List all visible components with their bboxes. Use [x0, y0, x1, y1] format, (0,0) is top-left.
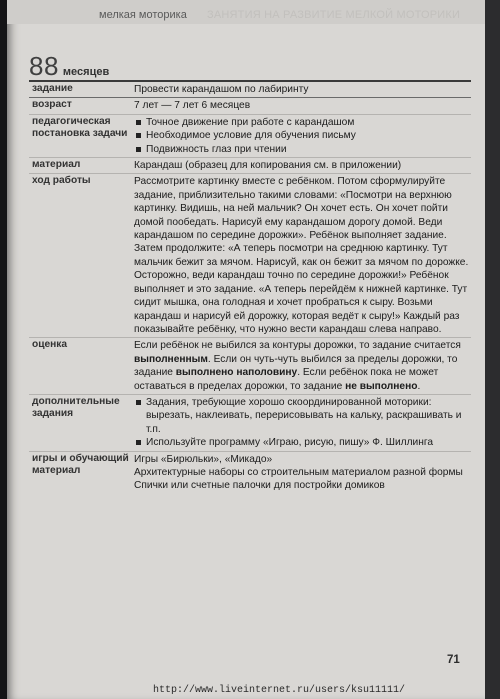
watermark-url: http://www.liveinternet.ru/users/ksu11111/	[153, 685, 406, 696]
row-value	[134, 115, 471, 157]
rating-bold: выполненным	[134, 353, 208, 365]
rating-text: .	[417, 380, 421, 392]
section-title: мелкая моторика	[99, 9, 187, 21]
row-label: возраст	[32, 99, 72, 111]
list-item: Подвижность глаз при чтении	[134, 143, 471, 156]
row-label: оценка	[32, 339, 68, 351]
list-item: Спички или счетные палочки для постройки домиков	[134, 480, 385, 492]
row-value	[134, 452, 471, 494]
list-item: Точное движение при работе с карандашом	[134, 116, 471, 129]
row-label: педагогическая постановка задачи	[32, 115, 128, 140]
row-age	[29, 98, 471, 114]
list-item: Архитектурные наборы со строительным материалом разной формы	[134, 466, 463, 478]
row-rating	[29, 338, 471, 395]
row-task	[29, 82, 471, 98]
age-unit: месяцев	[62, 66, 110, 78]
page-header	[7, 0, 485, 24]
task-card	[29, 51, 471, 494]
book-spine	[0, 0, 7, 699]
list-item: Задания, требующие хорошо скоординированной моторики: вырезать, наклеивать, перерисовывать на кальку, раскрашивать и т.п.	[134, 396, 471, 436]
row-value: 7 лет — 7 лет 6 месяцев	[134, 100, 251, 112]
row-label: дополнительные задания	[32, 395, 120, 420]
page-number: 71	[447, 654, 460, 666]
rating-text: . Если он чуть-чуть выбился за пределы дорожки, то задание	[134, 353, 458, 379]
row-value	[134, 338, 471, 394]
row-value: Рассмотрите картинку вместе с ребёнком. Потом сформулируйте задание, приблизительно такими словами: «Посмотри на верхнюю картинку. Видишь, на ней мальчик? Он хочет есть. Он хочет пойти домой пообедать. Нарисуй ему карандашом дорогу домой. Веди карандашом по середине дорожки». Ребёнок выполняет задание. Затем продолжите: «А теперь посмотри на среднюю картинку. Тут мальчик бежит за мячом. Нарисуй, как он бежит за мячом по дорожке. Осторожно, веди карандаш точно по середине дорожки!» Ребёнок выполняет и это задание. «А теперь перейдём к нижней картинке. Тут сидит мышка, она голодная и хочет пробраться к сыру. Возьми карандаш и нарисуй ей дорожку, которая ведёт к сыру!» Каждый раз показывайте ребёнку, что нужно вести карандаш слева направо.	[134, 176, 469, 335]
row-value: Провести карандашом по лабиринту	[134, 84, 309, 95]
age-number: 88	[29, 51, 59, 81]
row-value: Карандаш (образец для копирования см. в приложении)	[134, 160, 402, 172]
row-label: ход работы	[32, 175, 91, 187]
book-page	[7, 0, 485, 699]
rating-text: Если ребёнок не выбился за контуры дорожки, то задание считается	[134, 340, 461, 352]
rating-bold: не выполнено	[345, 380, 418, 392]
list-item: Игры «Бирюльки», «Микадо»	[134, 453, 273, 465]
row-material	[29, 158, 471, 174]
row-progress	[29, 174, 471, 338]
rating-bold: выполнено наполовину	[175, 367, 298, 379]
age-heading	[29, 51, 471, 81]
row-label: материал	[32, 159, 81, 171]
header-faint-text: ЗАНЯТИЯ НА РАЗВИТИЕ МЕЛКОЙ МОТОРИКИ	[207, 9, 461, 21]
list-item: Необходимое условие для обучения письму	[134, 129, 471, 142]
row-label: игры и обучающий материал	[32, 452, 129, 477]
row-games	[29, 452, 471, 494]
row-value	[134, 395, 471, 451]
row-extra	[29, 395, 471, 452]
row-goals	[29, 115, 471, 158]
row-label: задание	[32, 83, 73, 94]
rating-text: . Если ребёнок пока не может оставаться в пределах дорожки, то задание	[134, 367, 439, 392]
list-item: Используйте программу «Играю, рисую, пишу» Ф. Шиллинга	[134, 436, 471, 449]
